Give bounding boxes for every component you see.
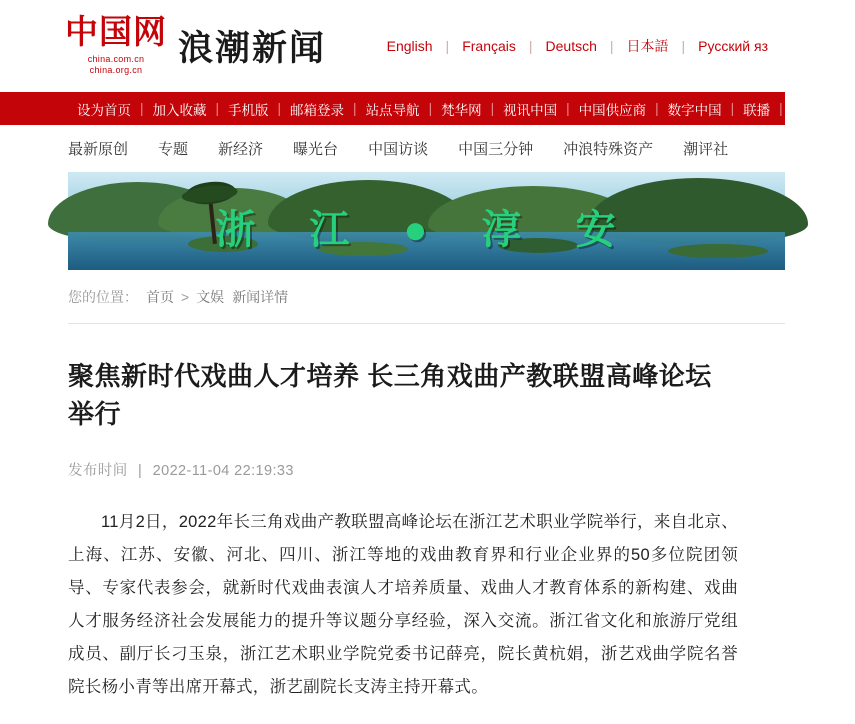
lang-separator: | bbox=[528, 38, 533, 54]
language-bar bbox=[374, 36, 785, 56]
nav-separator: | bbox=[655, 101, 659, 116]
channel-nav-item-latest[interactable]: 最新原创 bbox=[68, 140, 129, 158]
publish-time-value: 2022-11-04 22:19:33 bbox=[152, 463, 294, 480]
nav-separator: | bbox=[779, 101, 783, 116]
channel-nav-item-exposure[interactable]: 曝光台 bbox=[293, 140, 339, 158]
nav-separator: | bbox=[353, 101, 357, 116]
channel-nav-item-new-economy[interactable]: 新经济 bbox=[218, 140, 264, 158]
lang-link-deutsch[interactable]: Deutsch bbox=[545, 38, 597, 54]
utility-nav-item-digital-china[interactable]: 数字中国 bbox=[667, 102, 722, 118]
lang-separator: | bbox=[445, 38, 450, 54]
banner-image[interactable] bbox=[68, 172, 785, 270]
channel-nav-item-special[interactable]: 专题 bbox=[158, 140, 189, 158]
logo-chinese-text: 中国网 bbox=[65, 15, 167, 52]
breadcrumb-item-section[interactable]: 文娱 bbox=[196, 288, 225, 305]
utility-nav-item-bookmark[interactable]: 加入收藏 bbox=[152, 102, 207, 118]
site-masthead bbox=[0, 0, 785, 92]
nav-separator: | bbox=[566, 101, 570, 116]
banner-title: 浙 江 ● 淳 安 bbox=[215, 207, 638, 252]
nav-separator: | bbox=[277, 101, 282, 116]
nav-separator: | bbox=[428, 101, 433, 116]
channel-nav-item-interview[interactable]: 中国访谈 bbox=[368, 140, 429, 158]
channel-nav-item-special-assets[interactable]: 冲浪特殊资产 bbox=[563, 140, 654, 158]
utility-nav-item-suppliers[interactable]: 中国供应商 bbox=[578, 102, 647, 118]
article-body bbox=[68, 324, 768, 704]
breadcrumb-label: 您的位置： bbox=[68, 288, 138, 305]
utility-nav-item-set-homepage[interactable]: 设为首页 bbox=[77, 102, 131, 118]
nav-separator: | bbox=[490, 101, 495, 116]
utility-nav bbox=[0, 92, 846, 125]
utility-nav-item-video-china[interactable]: 视讯中国 bbox=[503, 102, 558, 118]
channel-nav-item-chaopingshe[interactable]: 潮评社 bbox=[683, 140, 729, 158]
utility-nav-item-site-map[interactable]: 站点导航 bbox=[365, 102, 420, 118]
article-paragraph: 11月2日，2022年长三角戏曲产教联盟高峰论坛在浙江艺术职业学院举行，来自北京、上海、江苏、安徽、河北、四川、浙江等地的戏曲教育界和行业企业界的50多位院团领导、专家代表参会，就新时代戏曲表演人才培养质量、戏曲人才教育体系的新构建、戏曲人才服务经济社会发展能力的提升等议题分享经验，深入交流。浙江省文化和旅游厅党组成员、副厅长刁玉泉，浙江艺术职业学院党委书记薛亮，院长黄杭娟，浙艺戏曲学院名誉院长杨小青等出席开幕式，浙艺副院长支涛主持开幕式。 bbox=[68, 513, 738, 697]
utility-nav-item-mobile[interactable]: 手机版 bbox=[228, 102, 269, 118]
logo-url-text bbox=[88, 54, 145, 75]
logo-url-line-1: china.com.cn bbox=[87, 54, 145, 65]
breadcrumb bbox=[68, 270, 785, 324]
nav-separator: | bbox=[730, 101, 735, 116]
meta-separator: | bbox=[138, 463, 143, 480]
nav-separator: | bbox=[215, 101, 220, 116]
article-meta bbox=[68, 459, 768, 480]
channel-nav bbox=[0, 125, 785, 172]
lang-link-russian[interactable]: Русский яз bbox=[698, 38, 768, 54]
lang-separator: | bbox=[609, 38, 614, 54]
article-text bbox=[68, 506, 738, 704]
utility-nav-item-broadcast[interactable]: 联播 bbox=[743, 102, 771, 118]
breadcrumb-current: 新闻详情 bbox=[232, 288, 289, 305]
utility-nav-item-fengcai-china[interactable]: 风采中国 bbox=[791, 102, 846, 118]
breadcrumb-separator: > bbox=[181, 288, 190, 305]
logo-url-line-2: china.org.cn bbox=[89, 64, 143, 75]
channel-nav-item-three-minutes[interactable]: 中国三分钟 bbox=[458, 140, 534, 158]
site-logo[interactable] bbox=[65, 15, 327, 77]
lang-separator: | bbox=[681, 38, 686, 54]
page-title: 聚焦新时代戏曲人才培养 长三角戏曲产教联盟高峰论坛举行 bbox=[68, 361, 712, 429]
publish-time-label: 发布时间 bbox=[68, 463, 128, 480]
utility-nav-item-mail-login[interactable]: 邮箱登录 bbox=[290, 102, 345, 118]
lang-link-japanese[interactable]: 日本語 bbox=[626, 38, 669, 54]
utility-nav-item-fanhua[interactable]: 梵华网 bbox=[441, 102, 482, 118]
lang-link-francais[interactable]: Français bbox=[462, 38, 516, 54]
nav-separator: | bbox=[140, 101, 144, 116]
lang-link-english[interactable]: English bbox=[386, 38, 433, 54]
breadcrumb-item-home[interactable]: 首页 bbox=[146, 288, 174, 305]
logo-mark bbox=[65, 15, 167, 77]
site-title: 浪潮新闻 bbox=[178, 29, 327, 68]
